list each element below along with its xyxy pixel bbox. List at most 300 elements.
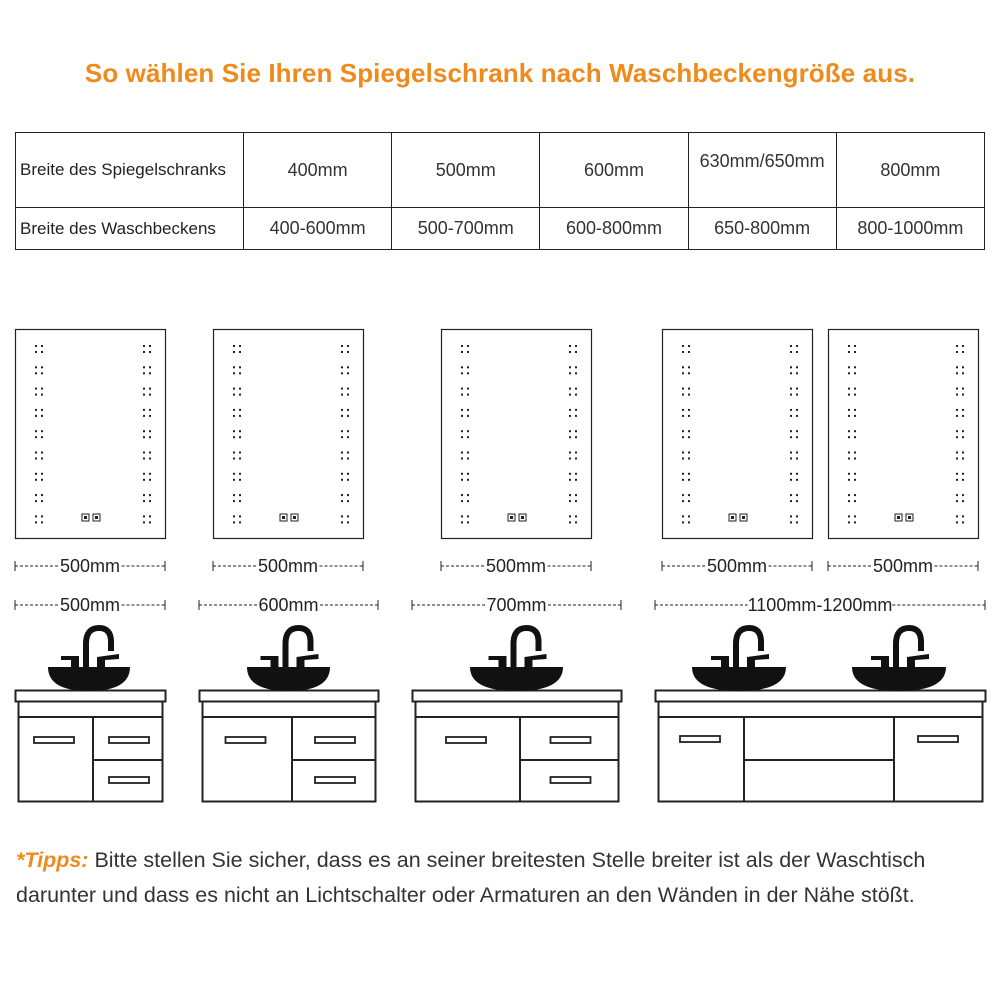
countertop [413, 691, 622, 702]
led-dot-icon [956, 415, 958, 417]
drawer-handle [34, 737, 74, 743]
vanity-width-dimension [655, 595, 985, 615]
drawer-handle [551, 737, 591, 743]
mirror-frame [214, 330, 364, 539]
tip-paragraph [16, 843, 976, 913]
led-dot-icon [41, 479, 43, 481]
led-dot-icon [149, 345, 151, 347]
faucet-icon [711, 628, 769, 668]
vessel-sink-icon [692, 628, 786, 691]
led-dot-icon [956, 430, 958, 432]
led-dot-icon [569, 500, 571, 502]
led-dot-icon [461, 473, 463, 475]
led-dot-icon [854, 394, 856, 396]
led-dot-icon [143, 521, 145, 523]
led-dot-icon [341, 473, 343, 475]
led-dot-icon [848, 409, 850, 411]
led-dot-icon [790, 521, 792, 523]
led-dot-icon [790, 351, 792, 353]
led-dot-icon [790, 430, 792, 432]
led-dot-icon [233, 366, 235, 368]
led-dot-icon [233, 430, 235, 432]
led-dot-icon [854, 500, 856, 502]
led-dot-icon [461, 500, 463, 502]
led-dot-icon [347, 345, 349, 347]
led-dot-icon [790, 409, 792, 411]
dimension-label: 500mm [257, 556, 319, 576]
led-dot-icon [461, 521, 463, 523]
led-dot-icon [239, 345, 241, 347]
led-dot-icon [347, 500, 349, 502]
led-dot-icon [854, 515, 856, 517]
led-dot-icon [41, 415, 43, 417]
led-dot-icon [854, 366, 856, 368]
led-dot-icon [848, 458, 850, 460]
led-dot-icon [467, 372, 469, 374]
led-dot-icon [149, 388, 151, 390]
led-dot-icon [962, 452, 964, 454]
led-dot-icon [35, 473, 37, 475]
led-dot-icon [233, 452, 235, 454]
led-dot-icon [41, 452, 43, 454]
touch-switch-icon [742, 516, 745, 519]
led-dot-icon [796, 430, 798, 432]
led-dot-icon [682, 430, 684, 432]
led-dot-icon [848, 345, 850, 347]
led-dot-icon [575, 521, 577, 523]
led-dot-icon [854, 521, 856, 523]
led-dot-icon [854, 473, 856, 475]
led-dot-icon [239, 415, 241, 417]
led-dot-icon [149, 372, 151, 374]
led-dot-icon [682, 473, 684, 475]
drawer-handle [109, 777, 149, 783]
touch-switch-icon [510, 516, 513, 519]
led-dot-icon [461, 479, 463, 481]
led-dot-icon [143, 388, 145, 390]
led-dot-icon [848, 494, 850, 496]
table-cell: 500mm [392, 133, 540, 208]
led-dot-icon [461, 494, 463, 496]
led-dot-icon [149, 494, 151, 496]
mirror-width-dimension [213, 556, 363, 576]
led-dot-icon [41, 521, 43, 523]
led-dot-icon [575, 409, 577, 411]
led-dot-icon [35, 515, 37, 517]
vessel-sink-icon [247, 628, 330, 691]
tip-text: Bitte stellen Sie sicher, dass es an seiner breitesten Stelle breiter ist als der Waschtisch darunter und dass es nicht an Lichtschalter oder Armaturen an den Wänden in der Nähe stößt. [16, 848, 926, 907]
led-dot-icon [796, 409, 798, 411]
mirror-width-dimension [441, 556, 591, 576]
led-dot-icon [467, 500, 469, 502]
drawer-handle [226, 737, 266, 743]
led-dot-icon [854, 458, 856, 460]
led-dot-icon [790, 415, 792, 417]
mirror-frame [829, 330, 979, 539]
led-dot-icon [41, 436, 43, 438]
led-dot-icon [962, 415, 964, 417]
vessel-sink-icon [852, 628, 946, 691]
table-cell: 650-800mm [688, 208, 836, 250]
led-dot-icon [682, 345, 684, 347]
led-dot-icon [341, 436, 343, 438]
led-dot-icon [239, 521, 241, 523]
led-dot-icon [956, 500, 958, 502]
led-dot-icon [41, 388, 43, 390]
led-dot-icon [461, 430, 463, 432]
led-dot-icon [682, 388, 684, 390]
led-dot-icon [575, 436, 577, 438]
mirror-cabinet [829, 330, 979, 539]
led-dot-icon [956, 521, 958, 523]
led-dot-icon [239, 473, 241, 475]
led-dot-icon [341, 521, 343, 523]
led-dot-icon [41, 430, 43, 432]
led-dot-icon [461, 415, 463, 417]
vanity-cabinet [413, 691, 622, 803]
led-dot-icon [575, 430, 577, 432]
led-dot-icon [575, 388, 577, 390]
led-dot-icon [347, 515, 349, 517]
led-dot-icon [575, 494, 577, 496]
led-dot-icon [569, 452, 571, 454]
led-dot-icon [239, 515, 241, 517]
led-dot-icon [41, 345, 43, 347]
led-dot-icon [688, 366, 690, 368]
dimension-label: 1100mm-1200mm [747, 595, 893, 615]
touch-switch-icon [282, 516, 285, 519]
vanity-cabinet [200, 691, 379, 803]
led-dot-icon [854, 409, 856, 411]
led-dot-icon [143, 372, 145, 374]
led-dot-icon [341, 409, 343, 411]
led-dot-icon [962, 409, 964, 411]
led-dot-icon [149, 500, 151, 502]
led-dot-icon [956, 494, 958, 496]
led-dot-icon [467, 479, 469, 481]
led-dot-icon [962, 394, 964, 396]
led-dot-icon [575, 458, 577, 460]
led-dot-icon [688, 409, 690, 411]
led-dot-icon [461, 366, 463, 368]
drawer-handle [446, 737, 486, 743]
led-dot-icon [796, 415, 798, 417]
led-dot-icon [848, 430, 850, 432]
led-dot-icon [467, 521, 469, 523]
led-dot-icon [575, 452, 577, 454]
led-dot-icon [467, 345, 469, 347]
led-dot-icon [682, 515, 684, 517]
led-dot-icon [962, 430, 964, 432]
led-dot-icon [848, 394, 850, 396]
led-dot-icon [575, 479, 577, 481]
touch-switch-icon [84, 516, 87, 519]
led-dot-icon [962, 494, 964, 496]
led-dot-icon [143, 415, 145, 417]
led-dot-icon [682, 458, 684, 460]
led-dot-icon [790, 515, 792, 517]
led-dot-icon [143, 436, 145, 438]
led-dot-icon [341, 452, 343, 454]
led-dot-icon [569, 409, 571, 411]
led-dot-icon [143, 479, 145, 481]
vessel-sink-icon [48, 628, 130, 691]
led-dot-icon [682, 351, 684, 353]
led-dot-icon [962, 473, 964, 475]
led-dot-icon [956, 436, 958, 438]
led-dot-icon [149, 473, 151, 475]
led-dot-icon [35, 436, 37, 438]
led-dot-icon [569, 394, 571, 396]
led-dot-icon [143, 409, 145, 411]
led-dot-icon [233, 351, 235, 353]
vanity-width-dimension [199, 595, 378, 615]
led-dot-icon [790, 473, 792, 475]
led-dot-icon [347, 409, 349, 411]
led-dot-icon [239, 479, 241, 481]
led-dot-icon [35, 372, 37, 374]
touch-switch-icon [293, 516, 296, 519]
mirror-width-dimension [15, 556, 165, 576]
mirror-cabinet [16, 330, 166, 539]
led-dot-icon [682, 366, 684, 368]
touch-switch-icon [897, 516, 900, 519]
led-dot-icon [347, 494, 349, 496]
led-dot-icon [688, 436, 690, 438]
led-dot-icon [341, 494, 343, 496]
led-dot-icon [848, 351, 850, 353]
led-dot-icon [962, 436, 964, 438]
led-dot-icon [239, 452, 241, 454]
led-dot-icon [233, 415, 235, 417]
led-dot-icon [682, 494, 684, 496]
led-dot-icon [688, 415, 690, 417]
led-dot-icon [467, 515, 469, 517]
led-dot-icon [575, 366, 577, 368]
led-dot-icon [239, 372, 241, 374]
led-dot-icon [467, 494, 469, 496]
led-dot-icon [962, 521, 964, 523]
led-dot-icon [467, 366, 469, 368]
led-dot-icon [341, 345, 343, 347]
faucet-handle [871, 656, 889, 668]
led-dot-icon [239, 430, 241, 432]
led-dot-icon [233, 515, 235, 517]
led-dot-icon [341, 430, 343, 432]
led-dot-icon [467, 415, 469, 417]
led-dot-icon [575, 351, 577, 353]
table-cell: 400mm [244, 133, 392, 208]
led-dot-icon [796, 394, 798, 396]
led-dot-icon [569, 479, 571, 481]
led-dot-icon [143, 500, 145, 502]
led-dot-icon [461, 436, 463, 438]
faucet-handle [747, 654, 769, 668]
led-dot-icon [41, 372, 43, 374]
led-dot-icon [956, 458, 958, 460]
led-dot-icon [688, 351, 690, 353]
led-dot-icon [956, 479, 958, 481]
led-dot-icon [688, 388, 690, 390]
led-dot-icon [233, 458, 235, 460]
led-dot-icon [854, 430, 856, 432]
led-dot-icon [956, 388, 958, 390]
drawer-handle [315, 737, 355, 743]
led-dot-icon [143, 345, 145, 347]
led-dot-icon [688, 430, 690, 432]
led-dot-icon [143, 366, 145, 368]
faucet-handle [525, 654, 547, 668]
countertop [16, 691, 166, 702]
led-dot-icon [682, 372, 684, 374]
touch-switch-icon [521, 516, 524, 519]
led-dot-icon [35, 394, 37, 396]
led-dot-icon [341, 479, 343, 481]
led-dot-icon [239, 500, 241, 502]
led-dot-icon [962, 515, 964, 517]
led-dot-icon [854, 494, 856, 496]
led-dot-icon [35, 479, 37, 481]
led-dot-icon [848, 366, 850, 368]
led-dot-icon [233, 409, 235, 411]
led-dot-icon [796, 388, 798, 390]
led-dot-icon [41, 515, 43, 517]
led-dot-icon [233, 473, 235, 475]
drawer-handle [918, 736, 958, 742]
led-dot-icon [467, 452, 469, 454]
led-dot-icon [682, 452, 684, 454]
led-dot-icon [682, 409, 684, 411]
led-dot-icon [35, 409, 37, 411]
faucet-icon [61, 628, 119, 668]
led-dot-icon [35, 415, 37, 417]
led-dot-icon [41, 366, 43, 368]
led-dot-icon [688, 500, 690, 502]
led-dot-icon [149, 415, 151, 417]
led-dot-icon [962, 388, 964, 390]
led-dot-icon [143, 351, 145, 353]
led-dot-icon [848, 521, 850, 523]
led-dot-icon [569, 436, 571, 438]
led-dot-icon [790, 494, 792, 496]
led-dot-icon [682, 500, 684, 502]
mirror-frame [16, 330, 166, 539]
led-dot-icon [239, 409, 241, 411]
led-dot-icon [575, 415, 577, 417]
led-dot-icon [796, 494, 798, 496]
table-cell: 600mm [540, 133, 688, 208]
led-dot-icon [461, 515, 463, 517]
led-dot-icon [796, 458, 798, 460]
led-dot-icon [35, 458, 37, 460]
led-dot-icon [956, 394, 958, 396]
led-dot-icon [682, 394, 684, 396]
led-dot-icon [962, 351, 964, 353]
led-dot-icon [688, 372, 690, 374]
led-dot-icon [575, 345, 577, 347]
led-dot-icon [682, 436, 684, 438]
led-dot-icon [233, 521, 235, 523]
led-dot-icon [35, 388, 37, 390]
led-dot-icon [149, 458, 151, 460]
led-dot-icon [682, 415, 684, 417]
led-dot-icon [688, 458, 690, 460]
led-dot-icon [854, 372, 856, 374]
table-cell: 400-600mm [244, 208, 392, 250]
led-dot-icon [347, 388, 349, 390]
led-dot-icon [962, 458, 964, 460]
led-dot-icon [682, 521, 684, 523]
vanity-width-dimension [412, 595, 621, 615]
led-dot-icon [688, 479, 690, 481]
led-dot-icon [233, 388, 235, 390]
led-dot-icon [149, 430, 151, 432]
led-dot-icon [796, 500, 798, 502]
led-dot-icon [962, 372, 964, 374]
led-dot-icon [790, 458, 792, 460]
led-dot-icon [149, 351, 151, 353]
led-dot-icon [575, 372, 577, 374]
led-dot-icon [467, 430, 469, 432]
led-dot-icon [848, 436, 850, 438]
led-dot-icon [854, 415, 856, 417]
led-dot-icon [569, 372, 571, 374]
faucet-handle [907, 654, 929, 668]
led-dot-icon [347, 458, 349, 460]
led-dot-icon [569, 494, 571, 496]
led-dot-icon [688, 452, 690, 454]
led-dot-icon [239, 388, 241, 390]
dimension-label: 500mm [59, 556, 121, 576]
led-dot-icon [41, 500, 43, 502]
led-dot-icon [956, 515, 958, 517]
led-dot-icon [790, 479, 792, 481]
led-dot-icon [848, 452, 850, 454]
led-dot-icon [569, 351, 571, 353]
led-dot-icon [956, 366, 958, 368]
led-dot-icon [569, 415, 571, 417]
led-dot-icon [461, 394, 463, 396]
led-dot-icon [149, 452, 151, 454]
led-dot-icon [143, 458, 145, 460]
led-dot-icon [149, 394, 151, 396]
led-dot-icon [341, 500, 343, 502]
dimension-label: 700mm [486, 595, 547, 615]
touch-switch-icon [95, 516, 98, 519]
row-label: Breite des Spiegelschranks [16, 133, 244, 208]
mirror-frame [663, 330, 813, 539]
led-dot-icon [35, 345, 37, 347]
led-dot-icon [854, 388, 856, 390]
touch-switch-icon [731, 516, 734, 519]
led-dot-icon [143, 515, 145, 517]
led-dot-icon [467, 458, 469, 460]
led-dot-icon [796, 473, 798, 475]
vanity-width-dimension [15, 595, 165, 615]
mirror-frame [442, 330, 592, 539]
led-dot-icon [796, 345, 798, 347]
led-dot-icon [149, 436, 151, 438]
led-dot-icon [41, 473, 43, 475]
faucet-handle [489, 656, 507, 668]
led-dot-icon [461, 409, 463, 411]
led-dot-icon [790, 388, 792, 390]
faucet-icon [261, 628, 319, 668]
row-label: Breite des Waschbeckens [16, 208, 244, 250]
led-dot-icon [341, 458, 343, 460]
led-dot-icon [143, 494, 145, 496]
led-dot-icon [233, 500, 235, 502]
